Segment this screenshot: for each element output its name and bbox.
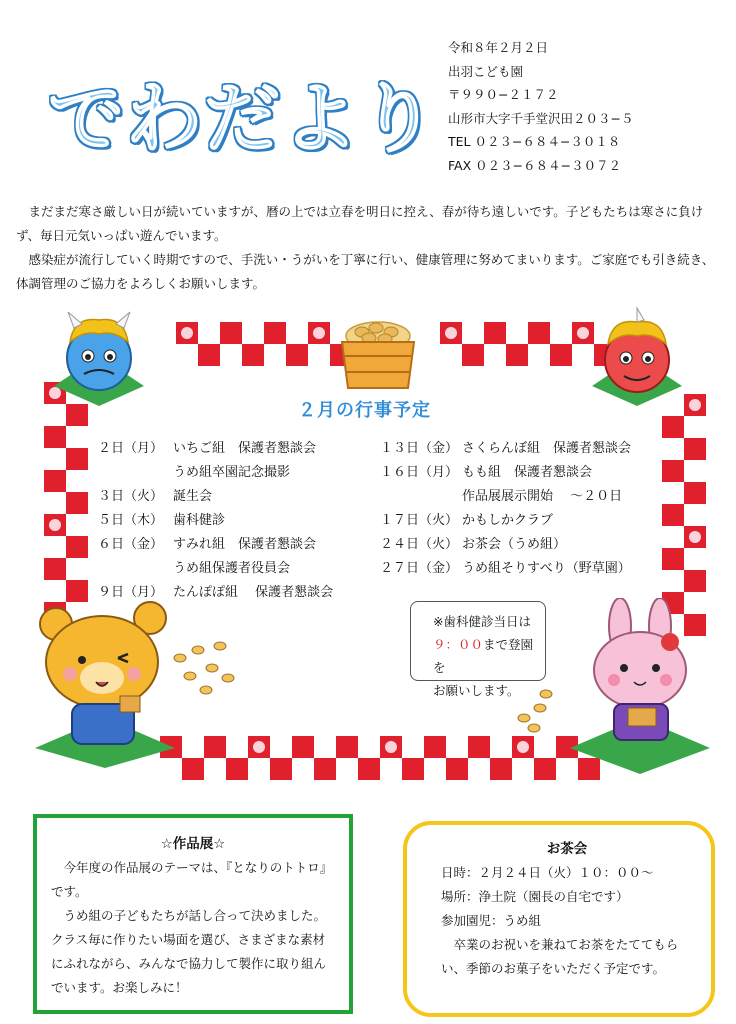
check-square	[358, 736, 380, 758]
event-date: ３日（火）	[98, 489, 164, 504]
tea-heading: お茶会	[546, 841, 588, 857]
event-date	[98, 461, 173, 485]
check-square	[336, 736, 358, 758]
check-square	[446, 758, 468, 780]
event-date: ２４日（火）	[380, 537, 459, 552]
check-square	[220, 322, 242, 344]
check-square	[684, 416, 706, 438]
check-square	[66, 404, 88, 426]
check-square	[550, 344, 572, 366]
event-date: ２日（月）	[98, 441, 164, 456]
bear-icon	[30, 598, 240, 768]
check-square	[484, 322, 506, 344]
events-left-column	[98, 437, 333, 605]
check-square	[490, 736, 512, 758]
tel: TEL ０２３−６８４−３０１８	[448, 134, 621, 149]
check-square	[198, 322, 220, 344]
check-square	[684, 570, 706, 592]
exhibition-heading: ☆作品展☆	[160, 836, 226, 852]
check-square	[44, 470, 66, 492]
event-date: ２７日（金）	[380, 561, 459, 576]
newsletter-title: でわだより	[48, 74, 438, 163]
check-square	[402, 758, 424, 780]
event-text: うめ組保護者役員会	[173, 561, 291, 576]
event-date: １３日（金）	[380, 441, 459, 456]
check-square	[662, 482, 684, 504]
address: 山形市大字千手堂沢田２０３−５	[448, 110, 634, 126]
tea-place: 場所：浄土院（園長の自宅です）	[441, 889, 629, 904]
check-square	[662, 570, 684, 592]
blue-oni-icon	[44, 306, 154, 406]
check-square	[248, 758, 270, 780]
event-row	[380, 509, 631, 533]
rabbit-icon	[510, 598, 720, 774]
event-text: お茶会（うめ組）	[462, 537, 567, 552]
check-square	[662, 438, 684, 460]
event-date: ６日（金）	[98, 537, 164, 552]
check-square	[424, 736, 446, 758]
check-square	[242, 344, 264, 366]
check-square	[270, 736, 292, 758]
check-square	[220, 344, 242, 366]
check-square	[242, 322, 264, 344]
event-text: 作品展展示開始 〜２０日	[462, 489, 623, 504]
check-square	[484, 344, 506, 366]
exhibition-paragraph-1: 今年度の作品展のテーマは、『となりのトトロ』です。	[51, 860, 333, 899]
event-text: 歯科健診	[173, 513, 226, 528]
check-square	[490, 758, 512, 780]
check-square	[314, 736, 336, 758]
note-line-1: ※歯科健診当日は	[433, 614, 531, 629]
check-square	[684, 460, 706, 482]
plum-blossom-icon	[313, 327, 325, 339]
check-square	[44, 448, 66, 470]
event-text: たんぽぽ組 保護者懇談会	[173, 585, 334, 600]
check-square	[684, 482, 706, 504]
event-row	[380, 485, 631, 509]
check-square	[44, 558, 66, 580]
check-square	[468, 758, 490, 780]
check-square	[662, 504, 684, 526]
event-date: ９日（月）	[98, 585, 164, 600]
tea-party-box	[403, 821, 715, 1017]
fax: FAX ０２３−６８４−３０７２	[448, 157, 622, 173]
note-line-2-rest: まで登園を	[433, 637, 534, 675]
check-square	[528, 322, 550, 344]
check-square	[506, 344, 528, 366]
check-square	[308, 344, 330, 366]
event-date	[380, 485, 462, 509]
event-row	[98, 557, 333, 581]
plum-blossom-icon	[689, 531, 701, 543]
header-info	[448, 36, 633, 177]
exhibition-paragraph-2: うめ組の子どもたちが話し合って決めました。クラス毎に作りたい場面を選び、さまざまな素材にふれながら、みんなで協力して製作に取り組んでいます。お楽しみに！	[51, 908, 327, 995]
plum-blossom-icon	[181, 327, 193, 339]
events-right-column	[380, 437, 631, 581]
event-date: １７日（火）	[380, 513, 459, 528]
check-square	[380, 758, 402, 780]
check-square	[292, 758, 314, 780]
check-square	[66, 558, 88, 580]
bean-box-icon	[336, 318, 420, 390]
check-square	[462, 322, 484, 344]
check-square	[446, 736, 468, 758]
check-square	[66, 514, 88, 536]
check-square	[66, 492, 88, 514]
check-square	[684, 438, 706, 460]
check-square	[270, 758, 292, 780]
tea-body: 卒業のお祝いを兼ねてお茶をたててもらい、季節のお菓子をいただく予定です。	[441, 937, 679, 976]
event-text: うめ組卒園記念撮影	[173, 465, 291, 480]
check-square	[468, 736, 490, 758]
check-square	[264, 344, 286, 366]
event-row	[98, 461, 333, 485]
check-square	[662, 548, 684, 570]
event-row	[98, 437, 333, 461]
event-text: かもしかクラブ	[462, 513, 554, 528]
event-text: うめ組そりすべり（野草園）	[462, 561, 631, 576]
check-square	[528, 344, 550, 366]
check-square	[336, 758, 358, 780]
check-square	[286, 322, 308, 344]
event-row	[380, 533, 631, 557]
postal-code: 〒９９０−２１７２	[448, 87, 559, 102]
note-time: ９：００	[433, 637, 484, 652]
check-square	[198, 344, 220, 366]
event-row	[380, 461, 631, 485]
event-text: さくらんぼ組 保護者懇談会	[462, 441, 632, 456]
intro-text	[16, 200, 720, 296]
event-date: １６日（月）	[380, 465, 459, 480]
check-square	[66, 448, 88, 470]
exhibition-box	[33, 814, 353, 1014]
tea-children: 参加園児：うめ組	[441, 913, 542, 928]
check-square	[44, 492, 66, 514]
check-square	[662, 460, 684, 482]
check-square	[66, 470, 88, 492]
check-square	[66, 536, 88, 558]
check-square	[44, 404, 66, 426]
check-square	[314, 758, 336, 780]
check-square	[176, 344, 198, 366]
event-date	[98, 557, 173, 581]
check-square	[358, 758, 380, 780]
events-title: ２月の行事予定	[298, 400, 431, 421]
event-text: いちご組 保護者懇談会	[173, 441, 317, 456]
check-square	[44, 536, 66, 558]
tea-datetime: 日時：２月２４日（火）１０：００〜	[441, 865, 654, 880]
event-text: 誕生会	[173, 489, 213, 504]
org-name: 出羽こども園	[448, 63, 524, 79]
event-row	[98, 509, 333, 533]
check-square	[286, 344, 308, 366]
check-square	[462, 344, 484, 366]
intro-paragraph-2: 感染症が流行していく時期ですので、手洗い・うがいを丁寧に行い、健康管理に努めてまいります。ご家庭でも引き続き、体調管理のご協力をよろしくお願いします。	[16, 252, 715, 291]
event-row	[380, 557, 631, 581]
check-square	[264, 322, 286, 344]
check-square	[684, 504, 706, 526]
check-square	[440, 344, 462, 366]
check-square	[402, 736, 424, 758]
plum-blossom-icon	[385, 741, 397, 753]
event-text: もも組 保護者懇談会	[462, 465, 593, 480]
event-row	[98, 533, 333, 557]
check-square	[662, 526, 684, 548]
check-square	[66, 426, 88, 448]
check-square	[424, 758, 446, 780]
check-square	[44, 426, 66, 448]
check-square	[684, 548, 706, 570]
note-line-3: お願いします。	[433, 683, 520, 698]
check-square	[662, 416, 684, 438]
check-square	[550, 322, 572, 344]
plum-blossom-icon	[445, 327, 457, 339]
check-square	[292, 736, 314, 758]
red-oni-icon	[582, 306, 692, 406]
event-date: ５日（木）	[98, 513, 164, 528]
event-row	[98, 485, 333, 509]
plum-blossom-icon	[253, 741, 265, 753]
intro-paragraph-1: まだまだ寒さ厳しい日が続いていますが、暦の上では立春を明日に控え、春が待ち遠しいです。子どもたちは寒さに負けず、毎日元気いっぱい遊んでいます。	[16, 204, 704, 243]
plum-blossom-icon	[49, 519, 61, 531]
check-square	[506, 322, 528, 344]
event-row	[380, 437, 631, 461]
event-text: すみれ組 保護者懇談会	[173, 537, 317, 552]
issue-date: 令和８年２月２日	[448, 40, 549, 55]
